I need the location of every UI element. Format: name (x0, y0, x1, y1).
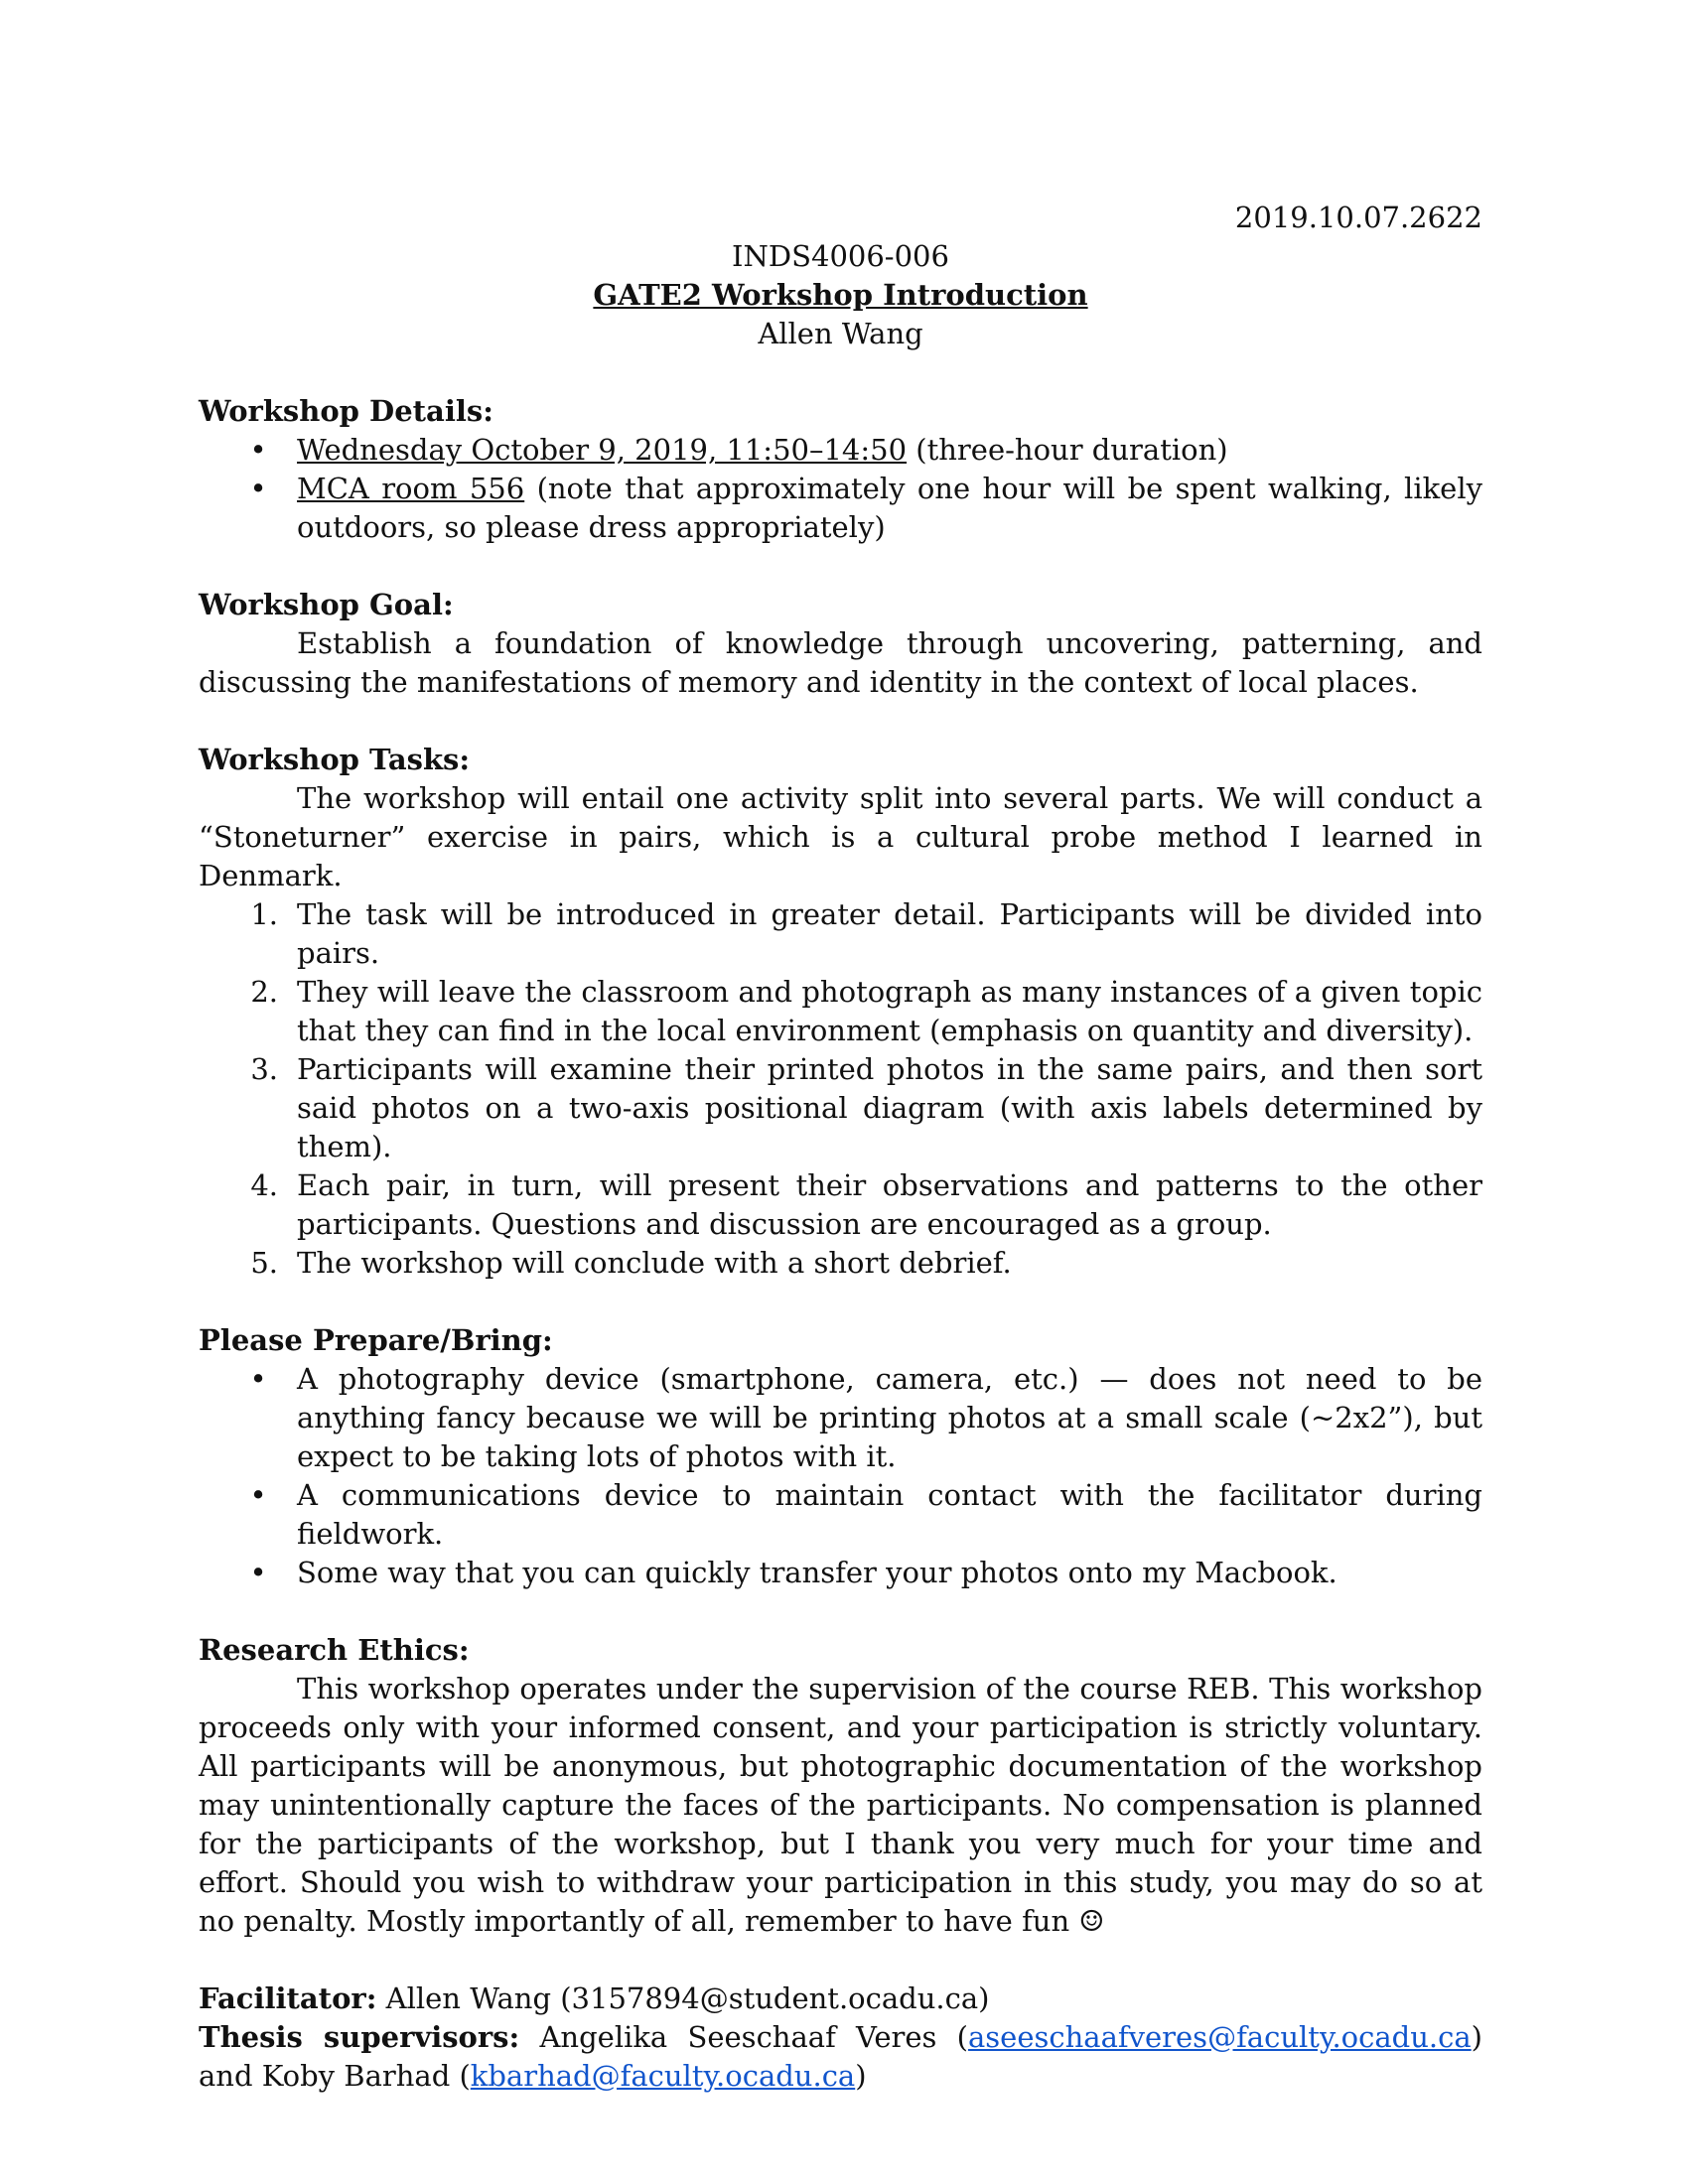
duration-text: (three-hour duration) (907, 433, 1228, 467)
prepare-heading: Please Prepare/Bring: (199, 1323, 553, 1357)
task-item (199, 973, 1482, 1050)
room-text: MCA room 556 (297, 472, 525, 505)
prepare-item (199, 1554, 1482, 1592)
supervisor1-text: Angelika Seeschaaf Veres ( (519, 2020, 968, 2054)
bullet-icon: • (249, 1556, 267, 1589)
supervisors-line (199, 2018, 1482, 2096)
ethics-text: This workshop operates under the supervision of the course REB. This workshop proceeds only with your informed consent, and your participation is strictly voluntary. All participants will be anonymous, but photographic documentation of the workshop may unintentionally capture the faces of the participants. No compensation is planned for the participants of the workshop, but I thank you very much for your time and effort. Should you wish to withdraw your participation in this study, you may do so at no penalty. Mostly importantly of all, remember to have fun ☺ (199, 1672, 1482, 1938)
task-item (199, 1050, 1482, 1166)
prepare-text: A communications device to maintain contact with the facilitator during fieldwork. (297, 1478, 1482, 1551)
facilitator-line (199, 1979, 1482, 2018)
room-note-text: (note that approximately one hour will be spent walking, likely outdoors, so please dress appropriately) (297, 472, 1482, 544)
prepare-item (199, 1476, 1482, 1554)
details-list (199, 431, 1482, 547)
supervisor2-email-link[interactable]: kbarhad@faculty.ocadu.ca (470, 2059, 856, 2093)
bullet-icon: • (249, 1478, 267, 1512)
details-item-date (199, 431, 1482, 470)
task-text: The workshop will conclude with a short debrief. (297, 1246, 1012, 1280)
facilitator-text: Allen Wang (3157894@student.ocadu.ca) (376, 1981, 990, 2015)
prepare-list (199, 1360, 1482, 1592)
bullet-icon: • (249, 1362, 267, 1396)
bullet-icon: • (249, 433, 267, 467)
document-title: GATE2 Workshop Introduction (593, 278, 1088, 312)
tasks-intro: The workshop will entail one activity split into several parts. We will conduct a “Stoneturner” exercise in pairs, which is a cultural probe method I learned in Denmark. (199, 781, 1482, 892)
supervisors-label: Thesis supervisors: (199, 2020, 520, 2054)
task-text: They will leave the classroom and photograph as many instances of a given topic that they can find in the local environment (emphasis on quantity and diversity). (297, 975, 1482, 1047)
prepare-item (199, 1360, 1482, 1476)
supervisor1-email-link[interactable]: aseeschaafveres@faculty.ocadu.ca (968, 2020, 1472, 2054)
goal-heading: Workshop Goal: (199, 588, 454, 621)
facilitator-label: Facilitator: (199, 1981, 377, 2015)
date-time-text: Wednesday October 9, 2019, 11:50–14:50 (297, 433, 908, 467)
task-number: 4. (250, 1168, 278, 1202)
ethics-heading: Research Ethics: (199, 1633, 470, 1667)
task-number: 5. (250, 1246, 278, 1280)
document-page (199, 199, 1482, 2096)
document-title-line (199, 276, 1482, 315)
supervisor2-after: ) (855, 2059, 867, 2093)
task-item (199, 895, 1482, 973)
task-text: Participants will examine their printed photos in the same pairs, and then sort said photos on a two-axis positional diagram (with axis labels determined by them). (297, 1052, 1482, 1163)
task-number: 2. (250, 975, 278, 1009)
details-heading: Workshop Details: (199, 394, 493, 428)
bullet-icon: • (249, 472, 267, 505)
task-text: Each pair, in turn, will present their observations and patterns to the other participants. Questions and discussion are encouraged as a group. (297, 1168, 1482, 1241)
prepare-text: Some way that you can quickly transfer your photos onto my Macbook. (297, 1556, 1337, 1589)
document-id: 2019.10.07.2622 (1234, 201, 1482, 234)
tasks-heading: Workshop Tasks: (199, 743, 471, 776)
prepare-text: A photography device (smartphone, camera, etc.) — does not need to be anything fancy because we will be printing photos at a small scale (~2x2”), but expect to be taking lots of photos with it. (297, 1362, 1482, 1473)
details-item-room (199, 470, 1482, 547)
task-text: The task will be introduced in greater detail. Participants will be divided into pairs. (297, 897, 1482, 970)
supervisor1-after: ) and Koby Barhad ( (199, 2020, 1482, 2093)
author-name: Allen Wang (758, 317, 923, 350)
goal-text: Establish a foundation of knowledge through uncovering, patterning, and discussing the manifestations of memory and identity in the context of local places. (199, 626, 1482, 699)
course-code: INDS4006-006 (732, 239, 949, 273)
task-number: 3. (250, 1052, 278, 1086)
tasks-list (199, 895, 1482, 1283)
task-item (199, 1166, 1482, 1244)
task-item (199, 1244, 1482, 1283)
task-number: 1. (250, 897, 278, 931)
spacer (199, 1941, 1482, 1979)
